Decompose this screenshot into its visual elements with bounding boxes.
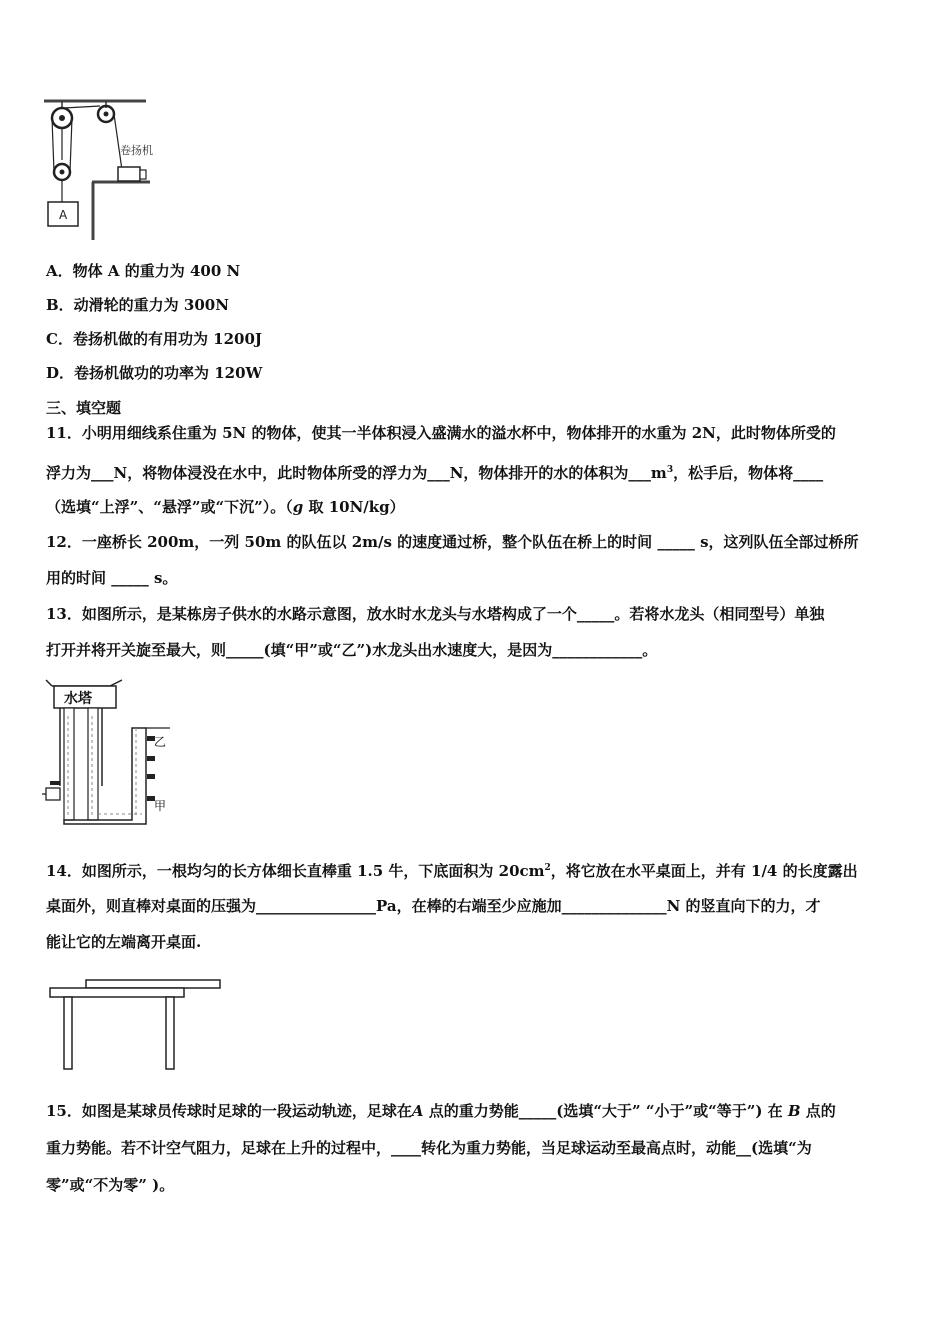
q13-line1: 13．如图所示，是某栋房子供水的水路示意图，放水时水龙头与水塔构成了一个_____。若将水龙头（相同型号）单独 — [46, 605, 825, 623]
option-a: A．物体 A 的重力为 400 N — [46, 262, 241, 280]
option-d: D．卷扬机做功的功率为 120W — [46, 364, 263, 382]
ground-valve — [46, 788, 60, 800]
winch — [118, 167, 140, 181]
q14-line3: 能让它的左端离开桌面. — [46, 933, 202, 951]
tower-pipe-inner — [88, 708, 98, 820]
q14-line1: 14．如图所示，一根均匀的长方体细长直棒重 1.5 牛，下底面积为 $20cm^2$，将它放在水平桌面上，并有 1/4 的长度露出 — [46, 862, 858, 880]
q12-line2: 用的时间 _____ s。 — [46, 569, 178, 587]
q15-line3: 零”或“不为零” )。 — [46, 1176, 175, 1194]
section-header: 三、填空题 — [46, 399, 122, 417]
block-a-label: A — [59, 208, 68, 222]
q11-line2: 浮力为___N，将物体浸没在水中，此时物体所受的浮力为___N，物体排开的水的体积为$\_\_\_m^3$，松手后，物体将____ — [46, 464, 824, 482]
table-leg-right — [166, 997, 174, 1069]
q11-line1: 11．小明用细线系住重为 5N 的物体，使其一半体积浸入盛满水的溢水杯中，物体排开的水重为 2N，此时物体所受的 — [46, 424, 836, 442]
table-top — [50, 988, 184, 997]
q13-line2: 打开并将开关旋至最大，则_____(填“甲”或“乙”)水龙头出水速度大，是因为____________。 — [46, 641, 658, 659]
water-tower-figure — [42, 676, 177, 832]
tower-label: 水塔 — [64, 691, 92, 707]
q15-line2: 重力势能。若不计空气阻力，足球在上升的过程中，____转化为重力势能，当足球运动至最高点时，动能__(选填“为 — [46, 1139, 812, 1157]
q12-line1: 12．一座桥长 200m，一列 50m 的队伍以 2m/s 的速度通过桥，整个队伍在桥上的时间 _____ s，这列队伍全部过桥所 — [46, 533, 859, 551]
option-c: C．卷扬机做的有用功为 1200J — [46, 330, 263, 348]
option-b: B．动滑轮的重力为 300N — [46, 296, 229, 314]
table-leg-left — [64, 997, 72, 1069]
tap-lower-label: 甲 — [154, 799, 167, 813]
q14-line2: 桌面外，则直棒对桌面的压强为________________Pa，在棒的右端至少应施加______________N 的竖直向下的力，才 — [46, 897, 821, 915]
rod — [86, 980, 220, 988]
q11-line3: （选填“上浮”、“悬浮”或“下沉”）。（g 取 10N/kg） — [46, 498, 405, 516]
tap-upper-label: 乙 — [154, 735, 167, 749]
pulley-winch-figure — [40, 96, 170, 244]
tower-pipe-left — [64, 708, 74, 820]
winch-label: 卷扬机 — [120, 144, 153, 157]
q15-line1: 15．如图是某球员传球时足球的一段运动轨迹，足球在A 点的重力势能_____(选填“大于” “小于”或“等于”) 在 B 点的 — [46, 1102, 836, 1120]
table-rod-figure — [46, 976, 226, 1072]
